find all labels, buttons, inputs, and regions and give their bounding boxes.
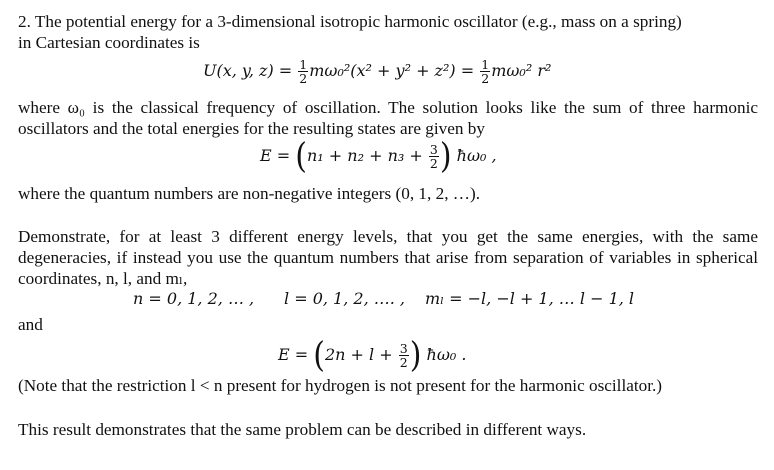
and-word: and xyxy=(18,315,43,334)
spherical-inner: 2n + l + xyxy=(324,345,393,364)
equation-spherical-energy: E = (2n + l + $\frac{3}{2}$ ) ħω₀ . xyxy=(278,334,467,376)
spherical-fraction: $\frac{3}{2}$ xyxy=(399,341,408,370)
potential-fraction-1: $\frac{1}{2}$ xyxy=(299,57,308,86)
paragraph-demonstrate: Demonstrate, for at least 3 different energy levels, that you get the same energies, with the same degeneracies, if instead you use the quantum numbers that arise from separation of variables in spherical coordinates, n, l, and mₗ, xyxy=(18,227,758,288)
equation-cartesian-energy: E = (n₁ + n₂ + n₃ + $\frac{3}{2}$ ) ħω₀ , xyxy=(260,135,497,177)
potential-lhs: U(x, y, z) = xyxy=(203,61,293,80)
cartesian-fraction: $\frac{3}{2}$ xyxy=(429,142,438,171)
cartesian-lhs: E = xyxy=(260,146,291,165)
problem-intro xyxy=(18,11,758,53)
spherical-lhs: E = xyxy=(278,345,309,364)
potential-middle: mω₀²(x² + y² + z²) = xyxy=(309,61,475,80)
equation-m-range: mₗ = −l, −l + 1, … l − 1, l xyxy=(425,289,635,308)
equation-l-range: l = 0, 1, 2, …. , xyxy=(284,289,406,308)
note-hydrogen: (Note that the restriction l < n present for hydrogen is not present for the harmonic oscillator.) xyxy=(18,376,663,395)
intro-line-1: 2. The potential energy for a 3-dimensional isotropic harmonic oscillator (e.g., mass on a spring) xyxy=(18,12,682,31)
cartesian-inner: n₁ + n₂ + n₃ + xyxy=(306,146,423,165)
equation-potential xyxy=(203,58,551,85)
equation-n-range: n = 0, 1, 2, … , xyxy=(133,289,255,308)
potential-rhs: mω₀² r² xyxy=(491,61,552,80)
intro-line-2: in Cartesian coordinates is xyxy=(18,33,200,52)
spherical-tail: ħω₀ . xyxy=(426,345,467,364)
conclusion: This result demonstrates that the same problem can be described in different ways. xyxy=(18,420,587,439)
paragraph-frequency: where ω₀ is the classical frequency of oscillation. The solution looks like the sum of three harmonic oscillators and the total energies for the resulting states are given by xyxy=(18,98,758,138)
paragraph-quantum-numbers: where the quantum numbers are non-negative integers (0, 1, 2, …). xyxy=(18,184,481,203)
cartesian-tail: ħω₀ , xyxy=(456,146,497,165)
potential-fraction-2: $\frac{1}{2}$ xyxy=(481,57,490,86)
